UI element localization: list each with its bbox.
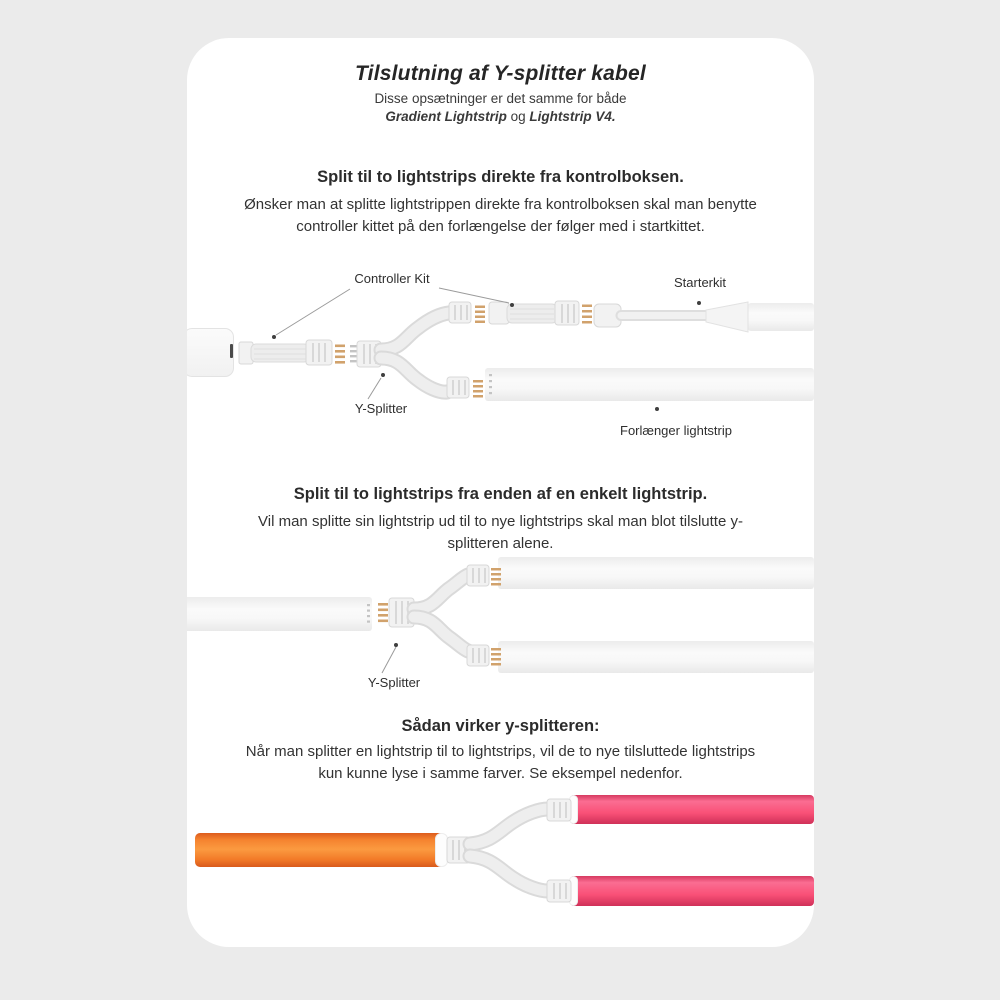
section-2-heading: Split til to lightstrips fra enden af en enkelt lightstrip. bbox=[293, 485, 708, 503]
label-y-splitter-1: Y-Splitter bbox=[354, 401, 408, 416]
controller-kit-cable-1 bbox=[239, 340, 345, 365]
diagram-1-leader-lines bbox=[272, 288, 701, 411]
section-2-body: Vil man splitte sin lightstrip ud til to nye lightstrips skal man blot tilslutte y-splitteren alene. bbox=[258, 513, 743, 552]
subtitle-line1: Disse opsætninger er det samme for både bbox=[374, 91, 627, 106]
section-1-heading: Split til to lightstrips direkte fra kontrolboksen. bbox=[317, 168, 684, 186]
label-starterkit: Starterkit bbox=[673, 275, 726, 290]
subtitle-conjunction: og bbox=[506, 109, 530, 124]
y-splitter-cable-3 bbox=[447, 799, 571, 902]
label-y-splitter-2: Y-Splitter bbox=[367, 675, 421, 690]
y-splitter-cable-2 bbox=[367, 565, 501, 666]
controller-kit-cable-2 bbox=[489, 301, 592, 325]
section-1-body: Ønsker man at splitte lightstrippen direkte fra kontrolboksen skal man benytte controller kittet på den forlængelse der følger med i startkittet. bbox=[244, 196, 757, 235]
subtitle-product-2: Lightstrip V4. bbox=[529, 109, 616, 124]
label-controller-kit: Controller Kit bbox=[354, 271, 430, 286]
section-3-heading: Sådan virker y-splitteren: bbox=[401, 717, 600, 735]
diagram-2-leader-lines bbox=[382, 643, 398, 673]
section-3-body: Når man splitter en lightstrip til to lightstrips, vil de to nye tilsluttede lightstrips kun kunne lyse i samme farver. Se eksempel nedenfor. bbox=[245, 743, 756, 782]
label-forlaenger-lightstrip: Forlænger lightstrip bbox=[620, 423, 732, 438]
y-splitter-cable-1 bbox=[350, 302, 485, 398]
cables-overlay bbox=[187, 38, 814, 947]
subtitle-product-1: Gradient Lightstrip bbox=[385, 109, 507, 124]
page-title: Tilslutning af Y-splitter kabel bbox=[355, 62, 646, 85]
instruction-card bbox=[187, 38, 814, 947]
